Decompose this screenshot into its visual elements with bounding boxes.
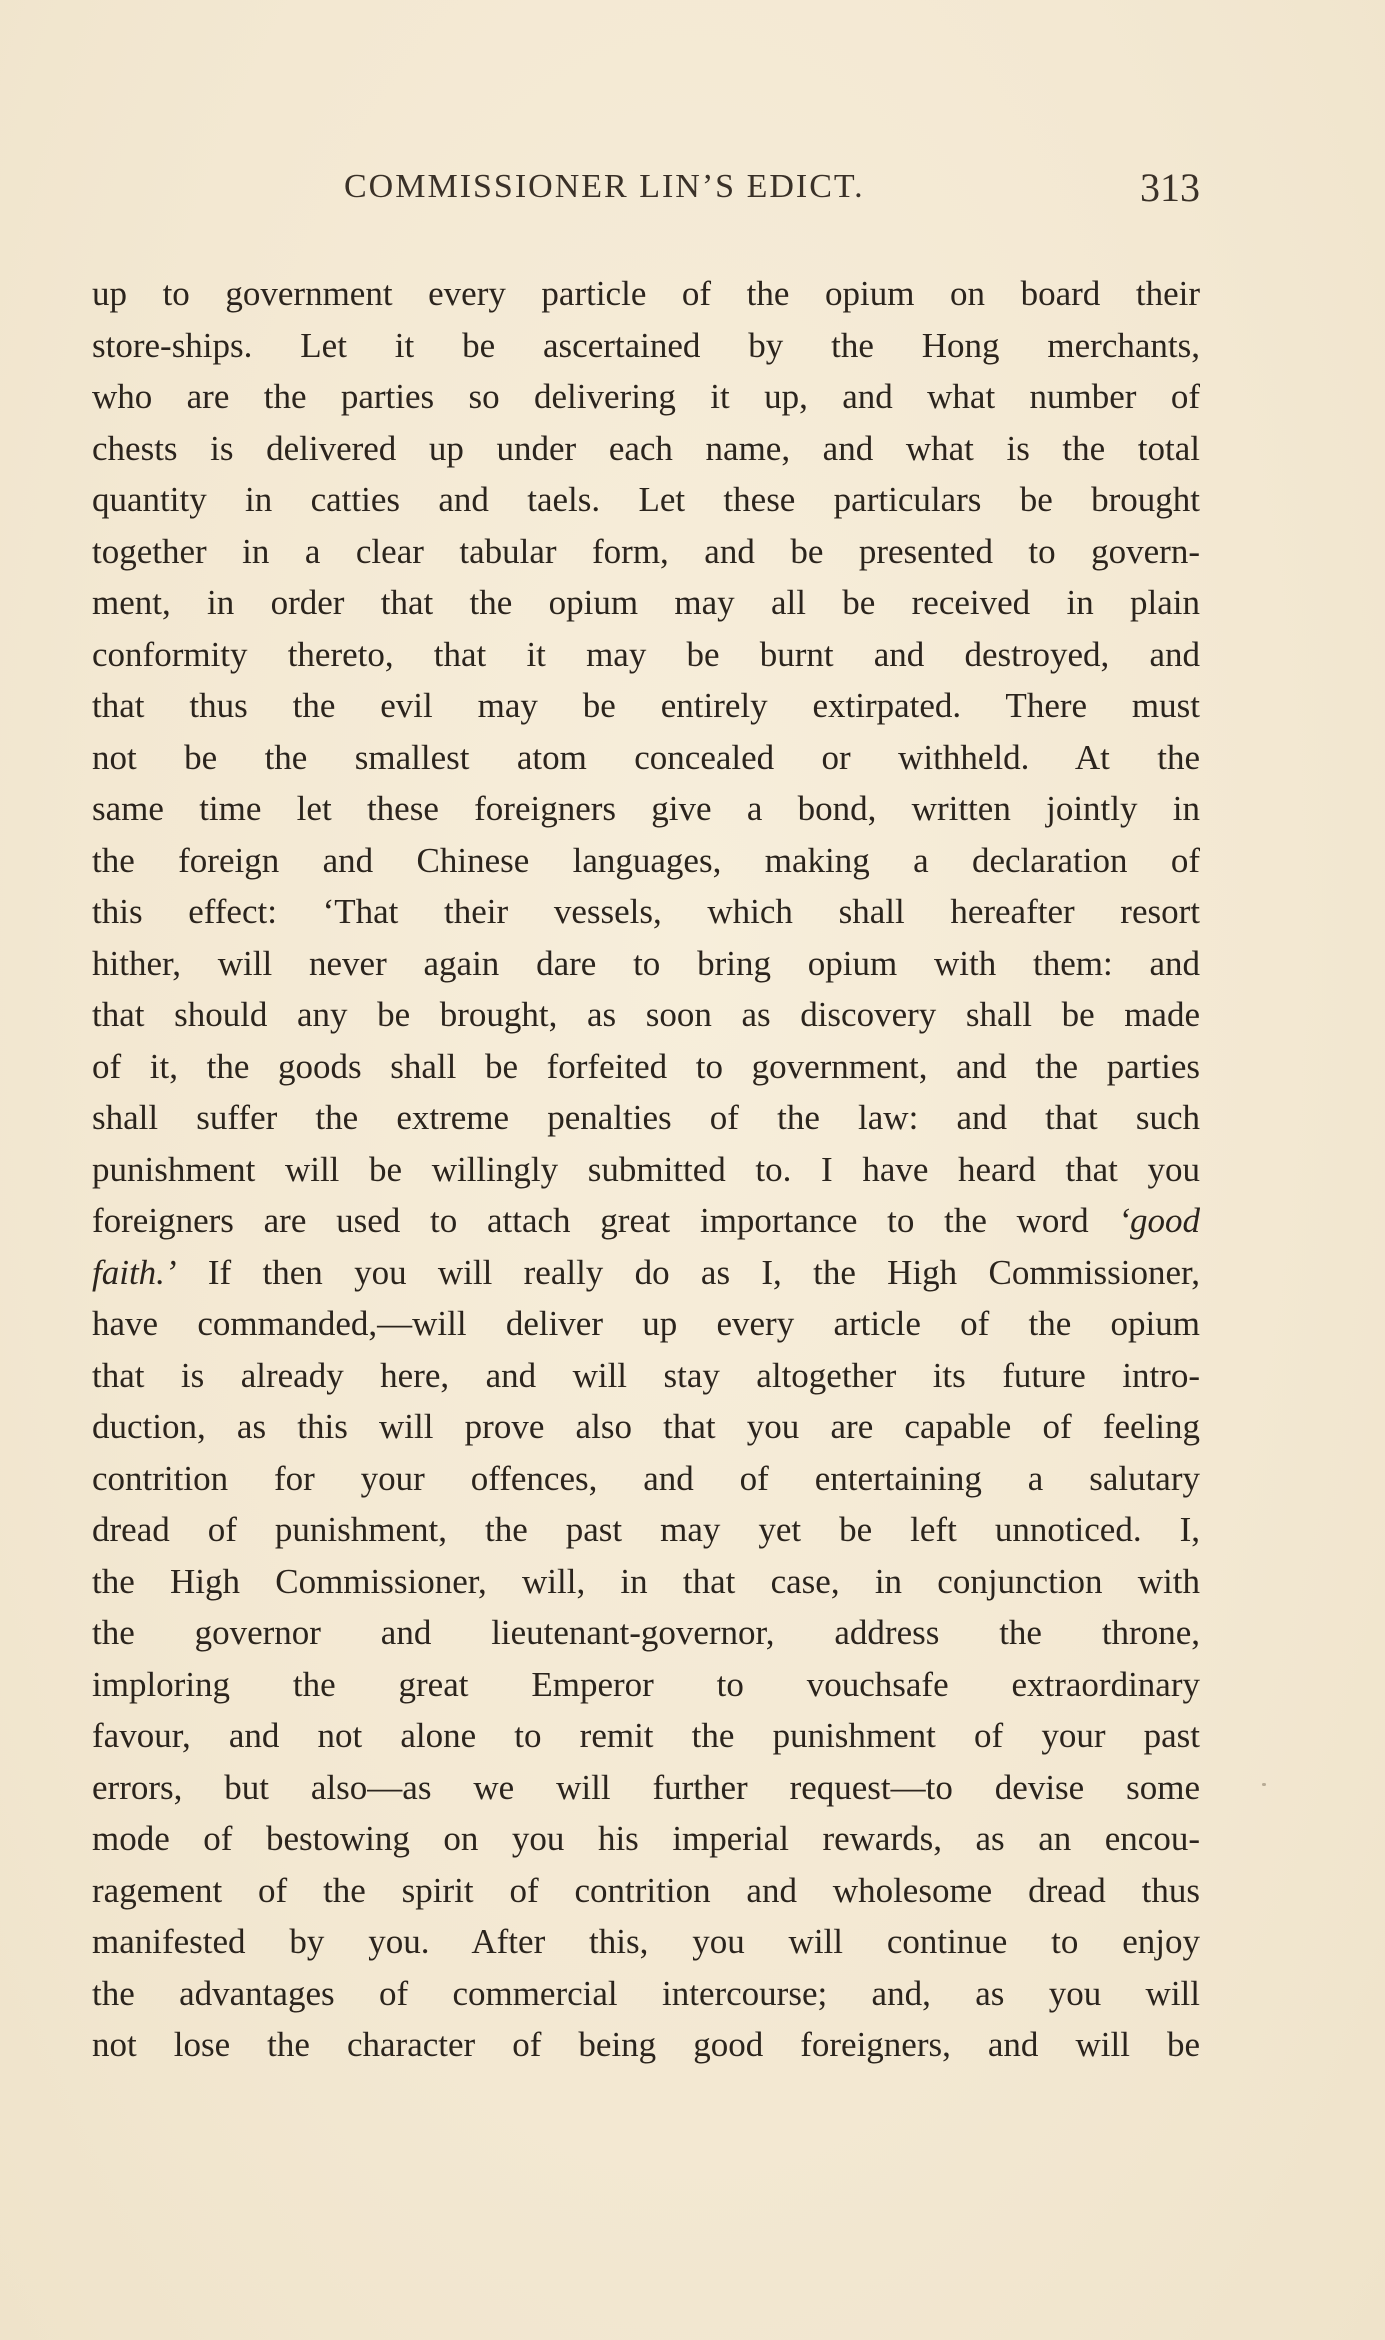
text-line: imploring the great Emperor to vouchsafe extraordinary — [92, 1664, 1200, 1704]
text-line: the advantages of commercial intercourse; and, as you will — [92, 1973, 1200, 2013]
text-line: ment, in order that the opium may all be received in plain — [92, 583, 1200, 622]
text-line-part: If then you will really do as I, the High Commissioner, — [176, 1252, 1200, 1292]
text-line: dread of punishment, the past may yet be left unnoticed. I, — [92, 1510, 1200, 1549]
text-line: up to government every particle of the opium on board their — [92, 274, 1200, 313]
text-line: who are the parties so delivering it up, and what number of — [92, 377, 1200, 416]
page-number: 313 — [1140, 165, 1200, 210]
text-line: together in a clear tabular form, and be presented to govern- — [92, 531, 1200, 571]
paper-speck — [1262, 1783, 1266, 1786]
text-line — [92, 1247, 1200, 1299]
text-line: ragement of the spirit of contrition and wholesome dread thus — [92, 1870, 1200, 1910]
text-line: favour, and not alone to remit the punishment of your past — [92, 1716, 1200, 1755]
text-line: this effect: ‘That their vessels, which shall hereafter resort — [92, 892, 1200, 931]
text-line: the High Commissioner, will, in that case, in conjunction with — [92, 1561, 1200, 1601]
italic-phrase: ‘good — [1118, 1201, 1200, 1240]
text-line: shall suffer the extreme penalties of the law: and that such — [92, 1098, 1200, 1137]
text-line: errors, but also—as we will further request—to devise some — [92, 1767, 1200, 1807]
text-line: store-ships. Let it be ascertained by the Hong merchants, — [92, 325, 1200, 365]
text-line: mode of bestowing on you his imperial rewards, as an encou- — [92, 1819, 1200, 1858]
text-line: that is already here, and will stay altogether its future intro- — [92, 1355, 1200, 1395]
text-line: not lose the character of being good foreigners, and will be — [92, 2025, 1200, 2064]
page-header — [92, 165, 1200, 228]
text-line: the foreign and Chinese languages, making a declaration of — [92, 840, 1200, 880]
text-line: of it, the goods shall be forfeited to government, and the parties — [92, 1046, 1200, 1086]
text-line: not be the smallest atom concealed or withheld. At the — [92, 737, 1200, 777]
text-line: chests is delivered up under each name, and what is the total — [92, 428, 1200, 468]
text-line: quantity in catties and taels. Let these particulars be brought — [92, 480, 1200, 519]
text-line: manifested by you. After this, you will continue to enjoy — [92, 1922, 1200, 1961]
text-line: have commanded,—will deliver up every article of the opium — [92, 1304, 1200, 1343]
running-head: COMMISSIONER LIN’S EDICT. — [344, 168, 865, 205]
italic-phrase: faith.’ — [92, 1252, 177, 1292]
text-line: punishment will be willingly submitted to. I have heard that you — [92, 1149, 1200, 1189]
text-line: contrition for your offences, and of entertaining a salutary — [92, 1458, 1200, 1498]
text-line: same time let these foreigners give a bond, written jointly in — [92, 789, 1200, 828]
text-line: conformity thereto, that it may be burnt and destroyed, and — [92, 634, 1200, 674]
body-text — [92, 268, 1200, 2071]
text-line: duction, as this will prove also that you are capable of feeling — [92, 1407, 1200, 1446]
text-line: hither, will never again dare to bring opium with them: and — [92, 943, 1200, 983]
text-line: the governor and lieutenant-governor, address the throne, — [92, 1613, 1200, 1652]
text-line: that thus the evil may be entirely extirpated. There must — [92, 686, 1200, 725]
text-line — [92, 1195, 1200, 1247]
text-line-part: foreigners are used to attach great importance to the word — [92, 1201, 1089, 1240]
text-line: that should any be brought, as soon as discovery shall be made — [92, 995, 1200, 1034]
